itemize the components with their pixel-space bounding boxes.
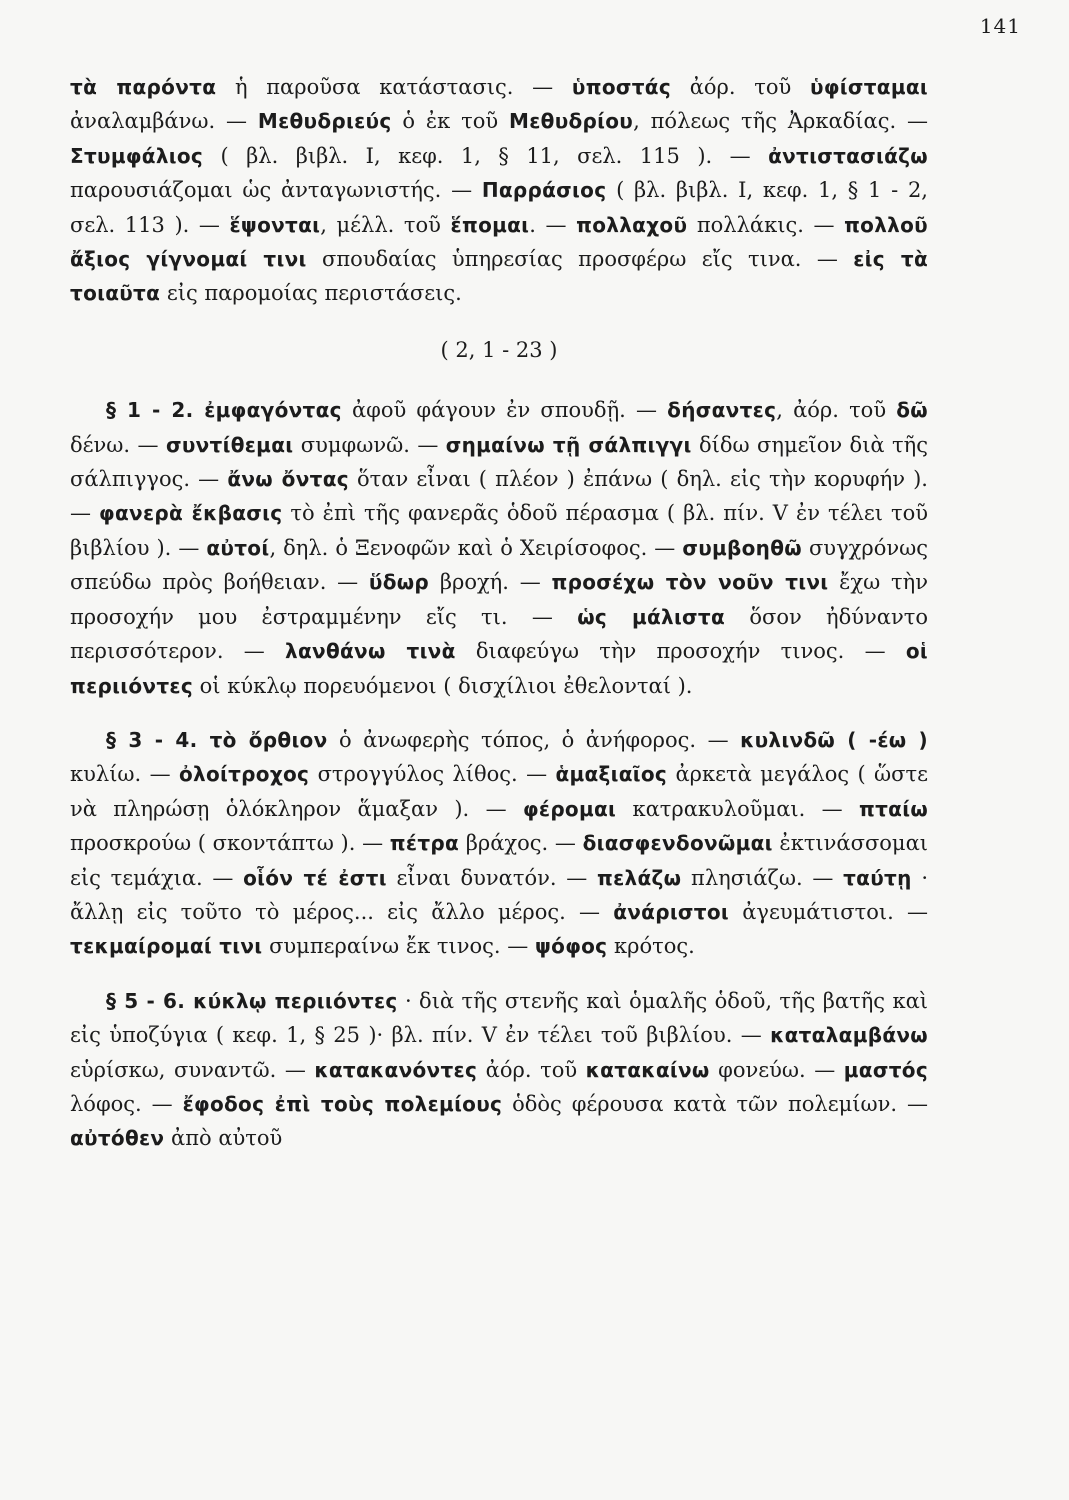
definition: ἔχω τὴν προσοχήν μου ἐστραμμένην εἴς τι. — (70, 570, 929, 629)
term: αὐτοί (206, 535, 270, 560)
definition: , δηλ. ὁ Ξενοφῶν καὶ ὁ Χειρίσοφος. — (269, 535, 683, 560)
term: εἰς τὰ τοιαῦτα (70, 247, 928, 306)
term: κατακανόντες (314, 1057, 478, 1082)
term: ὑποστάς (571, 75, 671, 99)
term: προσέχω τὸν νοῦν τινι (551, 570, 829, 595)
term: ταύτῃ (843, 865, 912, 890)
definition: ( βλ. βιβλ. Ι, κεφ. 1, § 1 - 2, σελ. 113 ). — (70, 178, 928, 237)
term: ὀλοίτροχος (178, 762, 310, 787)
definition: προσκρούω ( σκοντάπτω ). — (70, 831, 390, 856)
term: ἄνω ὄντας (227, 467, 349, 492)
term: Μεθυδριεύς (257, 109, 392, 134)
definition: ἀφοῦ φάγουν ἐν σπουδῇ. — (341, 398, 668, 423)
term: ψόφος (534, 934, 608, 959)
term: πελάζω (596, 865, 682, 890)
definition: εἶναι δυνατόν. — (386, 865, 597, 890)
glossary-paragraph-5-6 (70, 984, 928, 1156)
section-ref: § 5 - 6. (106, 988, 194, 1013)
definition: ἡ παροῦσα κατάστασις. — (216, 75, 572, 99)
definition: ( βλ. βιβλ. Ι, κεφ. 1, § 11, σελ. 115 ). — (203, 143, 769, 168)
term: Στυμφάλιος (70, 143, 204, 168)
definition: δίδω σημεῖον διὰ τῆς σάλπιγγος. — (70, 432, 928, 492)
definition: συμπεραίνω ἔκ τινος. — (262, 934, 535, 959)
glossary-paragraph-3-4 (70, 723, 928, 964)
definition: ὁ ἐκ τοῦ (391, 109, 510, 134)
term: φανερὰ ἔκβασις (99, 501, 283, 526)
definition: διαφεύγω τὴν προσοχήν τινος. — (455, 639, 906, 664)
definition: συγχρόνως σπεύδω πρὸς βοήθειαν. — (70, 535, 928, 595)
term: πταίω (859, 796, 928, 821)
term: συντίθεμαι (165, 432, 294, 457)
term: συμβοηθῶ (682, 535, 802, 560)
term: σημαίνω τῇ σάλπιγγι (445, 432, 692, 457)
definition: τὸ ἐπὶ τῆς φανερᾶς ὁδοῦ πέρασμα ( βλ. πίν. V ἐν τέλει τοῦ βιβλίου ). — (70, 501, 929, 560)
definition: · ἄλλῃ εἰς τοῦτο τὸ μέρος... εἰς ἄλλο μέρος. — (70, 865, 928, 924)
definition: κυλίω. — (70, 762, 179, 787)
definition: ὁδὸς φέρουσα κατὰ τῶν πολεμίων. — (502, 1091, 928, 1116)
term: καταλαμβάνω (770, 1023, 928, 1048)
definition: πολλάκις. — (687, 212, 845, 237)
definition: ἐκτινάσσομαι εἰς τεμάχια. — (70, 831, 928, 890)
term: οἷόν τέ ἐστι (243, 865, 387, 890)
definition: λόφος. — (70, 1091, 183, 1116)
term: πολλαχοῦ (576, 212, 688, 237)
page-number: 141 (979, 14, 1021, 38)
definition: βράχος. — (459, 831, 583, 856)
term: ὡς μάλιστα (577, 604, 726, 629)
term: πολλοῦ ἄξιος γίγνομαί τινι (70, 212, 928, 272)
definition: · διὰ τῆς στενῆς καὶ ὁμαλῆς ὁδοῦ, τῆς βατῆς καὶ εἰς ὑποζύγια ( κεφ. 1, § 25 )· βλ. πίν. V ἐν τέλει τοῦ βιβλίου. — (70, 988, 928, 1048)
term: ὑφίσταμαι (810, 75, 928, 99)
term: ἀντιστασιάζω (768, 143, 928, 168)
glossary-paragraph-intro (70, 70, 928, 311)
definition: βροχή. — (429, 570, 552, 595)
definition: κατρακυλοῦμαι. — (616, 796, 859, 821)
definition: συμφωνῶ. — (293, 432, 446, 457)
term: κατακαίνω (585, 1057, 710, 1082)
definition: , πόλεως τῆς Ἀρκαδίας. — (633, 109, 928, 134)
term: τὰ παρόντα (70, 75, 217, 99)
term: μαστός (843, 1057, 928, 1082)
definition: ἀόρ. τοῦ (477, 1057, 586, 1082)
definition: ἀρκετὰ μεγάλος ( ὥστε νὰ πληρώσῃ ὁλόκληρον ἅμαξαν ). — (70, 762, 928, 821)
term: διασφενδονῶμαι (582, 831, 773, 856)
term: κύκλῳ περιιόντες (193, 988, 398, 1013)
definition: ὁ ἀνωφερὴς τόπος, ὁ ἀνήφορος. — (327, 727, 741, 752)
term: ἁμαξιαῖος (555, 762, 668, 787)
term: τὸ ὄρθιον (209, 727, 328, 752)
definition: πλησιάζω. — (681, 865, 844, 890)
definition: ἀπὸ αὐτοῦ (164, 1126, 283, 1151)
definition: , μέλλ. τοῦ (320, 212, 451, 237)
term: κυλινδῶ ( -έω ) (740, 727, 928, 752)
section-ref: § 1 - 2. (106, 398, 205, 423)
definition: ὅσον ἠδύναντο περισσότερον. — (70, 604, 929, 664)
definition: στρογγύλος λίθος. — (309, 762, 556, 787)
term: δήσαντες (667, 398, 777, 423)
term: τεκμαίρομαί τινι (70, 934, 263, 959)
definition: σπουδαίας ὑπηρεσίας προσφέρω εἴς τινα. — (306, 247, 854, 272)
definition: ὅταν εἶναι ( πλέον ) ἐπάνω ( δηλ. εἰς τὴν κορυφήν ). — (70, 467, 928, 526)
definition: κρότος. (607, 934, 695, 959)
term: ἀνάριστοι (613, 899, 730, 924)
definition: παρουσιάζομαι ὡς ἀνταγωνιστής. — (70, 178, 482, 203)
definition: εἰς παρομοίας περιστάσεις. (160, 281, 462, 306)
glossary-paragraph-1-2 (70, 393, 928, 703)
term: δῶ (896, 398, 928, 423)
definition: εὑρίσκω, συναντῶ. — (70, 1057, 315, 1082)
definition: οἱ κύκλῳ πορευόμενοι ( δισχίλιοι ἐθελονταί ). (192, 673, 693, 698)
glossary-content (70, 70, 928, 1156)
section-ref: § 3 - 4. (106, 727, 210, 752)
term: ἐμφαγόντας (204, 398, 342, 423)
term: πέτρα (389, 831, 460, 856)
definition: . — (529, 212, 577, 237)
term: ἕψονται (229, 212, 321, 237)
definition: ἀόρ. τοῦ (671, 75, 811, 99)
term: ὕδωρ (368, 570, 430, 595)
definition: φονεύω. — (709, 1057, 844, 1082)
term: αὐτόθεν (70, 1126, 165, 1151)
term: λανθάνω τινὰ (285, 639, 456, 664)
term: ἔφοδος ἐπὶ τοὺς πολεμίους (182, 1091, 503, 1116)
term: Μεθυδρίου (509, 109, 634, 134)
definition: ἀγευμάτιστοι. — (729, 899, 928, 924)
definition: ἀναλαμβάνω. — (70, 109, 258, 134)
term: φέρομαι (522, 796, 617, 821)
definition: , ἀόρ. τοῦ (776, 398, 897, 423)
definition: δένω. — (70, 432, 166, 457)
term: Παρράσιος (481, 178, 607, 203)
section-heading: ( 2, 1 - 23 ) (440, 337, 558, 362)
term: ἕπομαι (450, 212, 530, 237)
term: οἱ περιιόντες (70, 639, 928, 698)
